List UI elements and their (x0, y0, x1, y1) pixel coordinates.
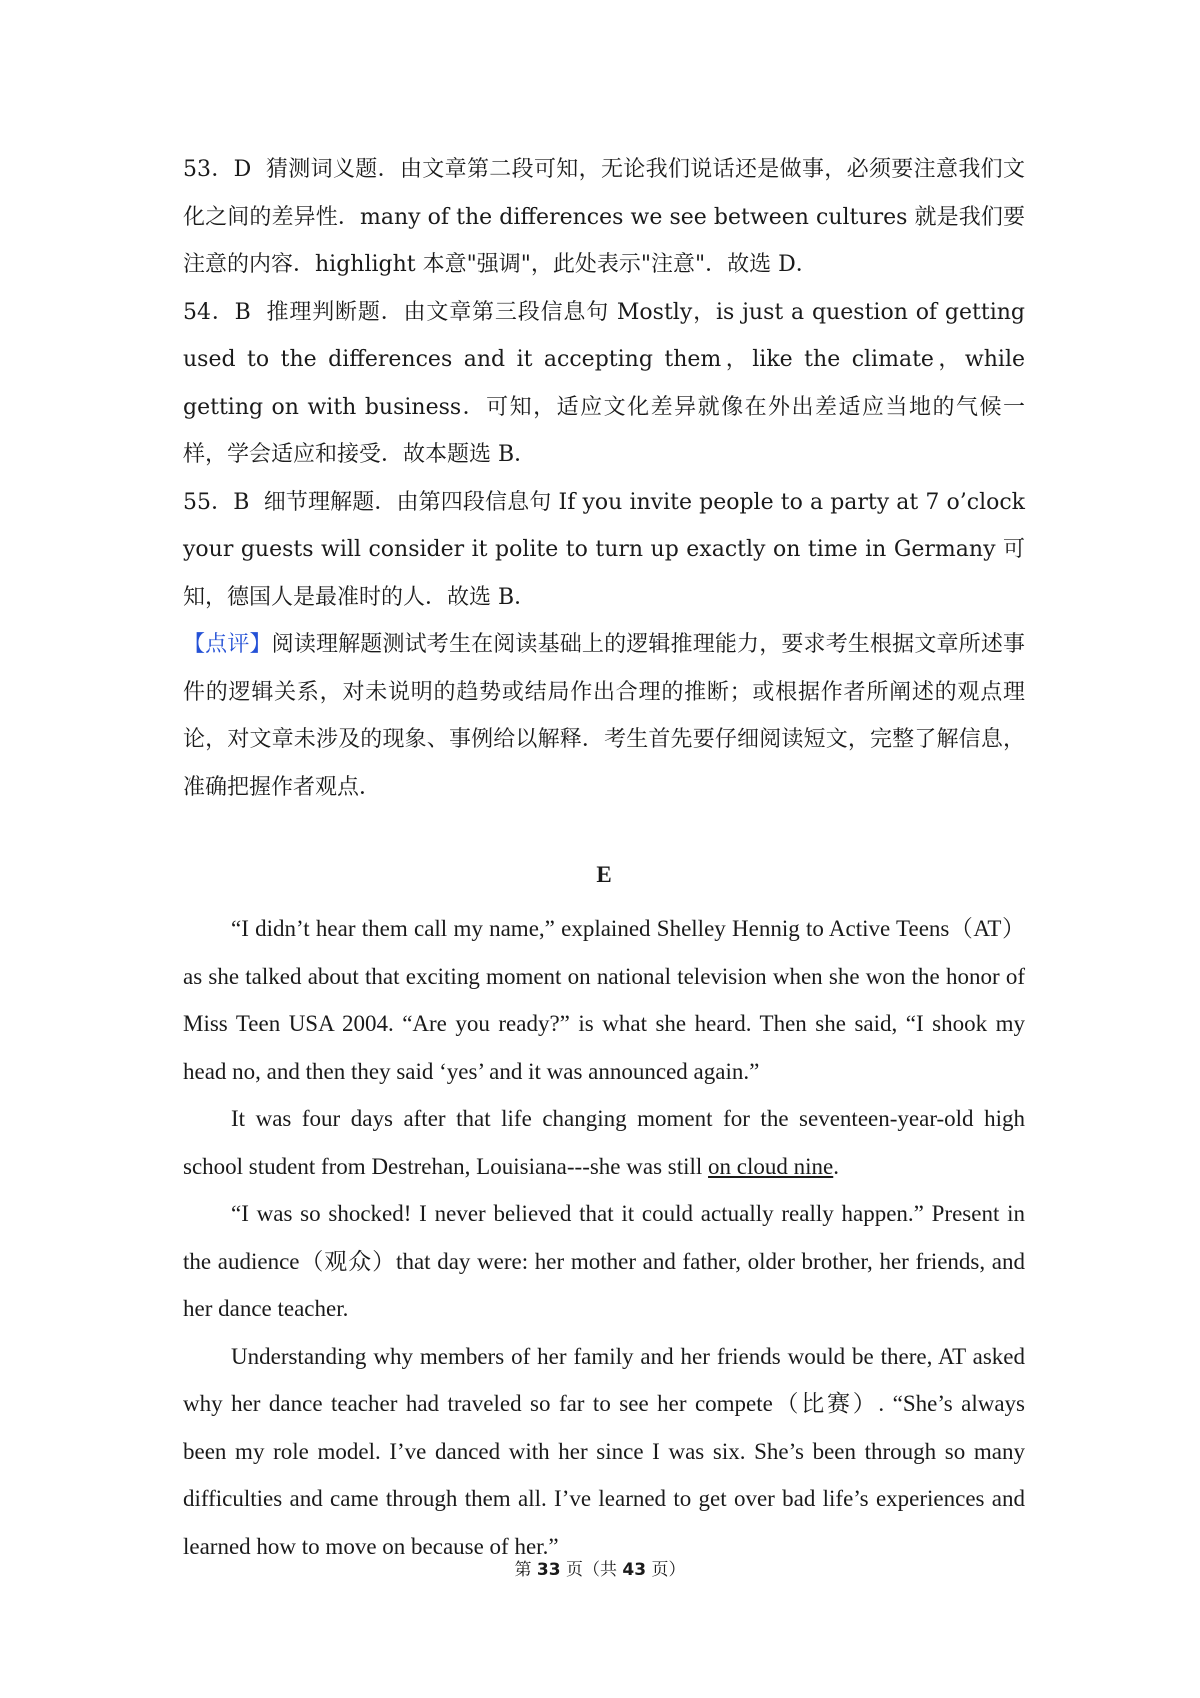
answer-text: 推理判断题．由文章第三段信息句 Mostly，is just a question of getting used to the differences and it accepting them，like the climate，while getting on with business．可知，适应文化差异就像在外出差适应当地的气候一样，学会适应和接受．故本题选 B． (183, 299, 1025, 467)
reading-passage (183, 905, 1025, 1570)
paragraph-text-end: . (833, 1153, 839, 1179)
answer-number: 55．B (183, 489, 250, 515)
answer-text: 猜测词义题．由文章第二段可知，无论我们说话还是做事，必须要注意我们文化之间的差异性．many of the differences we see between cultures 就是我们要注意的内容．highlight 本意"强调"，此处表示"注意"．故选 D． (183, 157, 1025, 277)
footer-total-pages: 43 (622, 1560, 647, 1580)
answer-55 (183, 479, 1025, 622)
passage-paragraph-3: “I was so shocked! I never believed that it could actually really happen.” Present in the audience（观众）that day were: her mother and father, older brother, her friends, and her dance teacher. (183, 1201, 1025, 1321)
page-footer (0, 1555, 1200, 1580)
footer-prefix: 第 (514, 1560, 532, 1580)
answer-number: 54．B (183, 299, 251, 325)
passage-paragraph-2 (183, 1095, 1025, 1190)
answer-54 (183, 289, 1025, 479)
answer-text: 细节理解题．由第四段信息句 If you invite people to a party at 7 o’clock your guests will consider it polite to turn up exactly on time in Germany 可知，德国人是最准时的人．故选 B． (183, 489, 1025, 610)
footer-suffix: 页） (651, 1560, 686, 1580)
answer-number: 53．D (183, 157, 252, 182)
passage-paragraph-4: Understanding why members of her family and her friends would be there, AT asked why her dance teacher had traveled so far to see her compete（比赛）. “She’s always been my role model. I’ve danced with her since I was six. She’s been through so many difficulties and came through them all. I’ve learned to get over bad life’s experiences and learned how to move on because of her.” (183, 1343, 1025, 1559)
answer-explanations (183, 146, 1025, 811)
paragraph-text: It was four days after that life changing moment for the seventeen-year-old high school student from Destrehan, Louisiana---she was still (183, 1106, 1025, 1179)
footer-page-number: 33 (536, 1560, 561, 1580)
passage-paragraph-1: “I didn’t hear them call my name,” explained Shelley Hennig to Active Teens（AT）as she talked about that exciting moment on national television when she won the honor of Miss Teen USA 2004. “Are you ready?” is what she heard. Then she said, “I shook my head no, and then they said ‘yes’ and it was announced again.” (183, 916, 1025, 1084)
review-text: 阅读理解题测试考生在阅读基础上的逻辑推理能力，要求考生根据文章所述事件的逻辑关系，对未说明的趋势或结局作出合理的推断；或根据作者所阐述的观点理论，对文章未涉及的现象、事例给以解释．考生首先要仔细阅读短文，完整了解信息，准确把握作者观点． (183, 632, 1025, 800)
section-title: E (596, 862, 612, 887)
underlined-phrase: on cloud nine (708, 1153, 834, 1179)
review-tag: 【点评】 (183, 632, 272, 657)
answer-53 (183, 146, 1025, 289)
review-comment (183, 621, 1025, 811)
footer-middle: 页（共 (566, 1560, 617, 1580)
